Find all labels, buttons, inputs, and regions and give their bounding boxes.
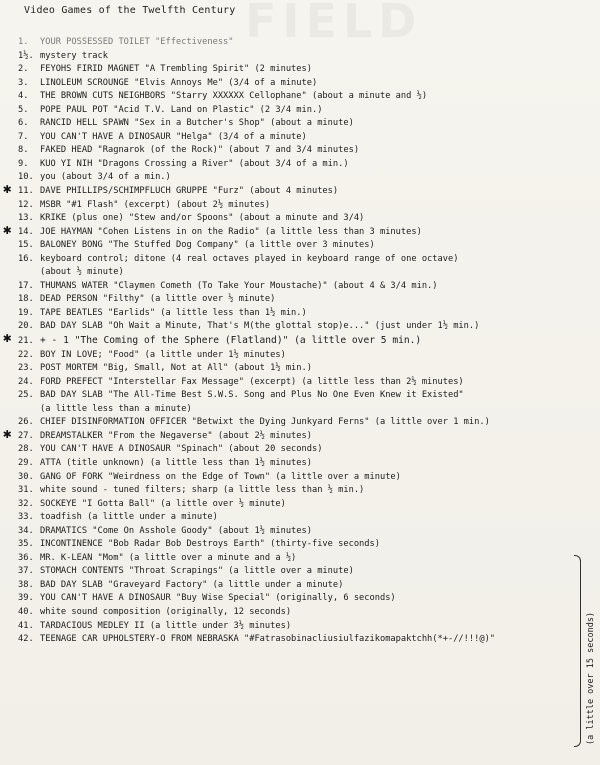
track-number: 42.	[18, 634, 34, 645]
track-number: 41.	[18, 620, 34, 631]
track-item	[18, 471, 583, 485]
track-item	[18, 171, 583, 185]
track-item	[18, 320, 583, 334]
track-number: 39.	[18, 593, 34, 604]
track-item	[18, 293, 583, 307]
track-number: 27.	[18, 430, 34, 441]
track-list	[3, 36, 583, 647]
track-number: 19.	[18, 307, 34, 318]
track-text: MR. K-LEAN "Mom" (a little over a minute and a ½)	[40, 552, 297, 563]
track-text: POST MORTEM "Big, Small, Not at All" (about 1½ min.)	[40, 363, 312, 374]
track-text: DREAMSTALKER "From the Negaverse" (about 2½ minutes)	[40, 430, 312, 441]
track-item	[18, 144, 583, 158]
track-number: 6.	[18, 118, 29, 129]
track-item	[18, 389, 583, 403]
track-item	[18, 349, 583, 363]
track-number: 37.	[18, 566, 34, 577]
track-number: 28.	[18, 444, 34, 455]
track-item	[18, 552, 583, 566]
track-text: DEAD PERSON "Filthy" (a little over ½ minute)	[40, 294, 276, 305]
track-number: 3.	[18, 77, 29, 88]
track-text: BAD DAY SLAB "Graveyard Factory" (a little under a minute)	[40, 579, 344, 590]
track-text: POPE PAUL POT "Acid T.V. Land on Plastic" (2 3/4 min.)	[40, 104, 323, 115]
track-item	[18, 376, 583, 390]
track-item	[18, 117, 583, 131]
track-text: mystery track	[40, 50, 108, 61]
track-item	[18, 484, 583, 498]
track-item	[18, 511, 583, 525]
track-number: 8.	[18, 145, 29, 156]
track-number: 20.	[18, 321, 34, 332]
track-number: 7.	[18, 131, 29, 142]
track-item	[18, 362, 583, 376]
track-item	[18, 104, 583, 118]
track-item	[18, 199, 583, 213]
track-item	[18, 443, 583, 457]
track-item	[18, 131, 583, 145]
track-number: 1.	[18, 37, 29, 47]
track-number: 29.	[18, 457, 34, 468]
track-text: TAPE BEATLES "Earlids" (a little less than 1½ min.)	[40, 307, 307, 318]
track-number: 30.	[18, 471, 34, 482]
track-number: 14.	[18, 226, 34, 237]
asterisk-mark-icon: ✱	[3, 181, 12, 198]
track-number: 15.	[18, 240, 34, 251]
track-item	[18, 592, 583, 606]
track-text: you (about 3/4 of a min.)	[40, 172, 171, 183]
track-item	[18, 307, 583, 321]
track-text: CHIEF DISINFORMATION OFFICER "Betwixt the Dying Junkyard Ferns" (a little over 1 min.)	[40, 417, 490, 428]
track-continuation: (about ½ minute)	[40, 267, 124, 278]
track-item	[3, 425, 583, 444]
track-number: 33.	[18, 512, 34, 523]
track-number: 1½.	[18, 50, 34, 61]
document-title: Video Games of the Twelfth Century	[24, 5, 236, 16]
track-item	[18, 158, 583, 172]
track-text: MSBR "#1 Flash" (excerpt) (about 2½ minutes)	[40, 199, 271, 210]
track-item	[18, 239, 583, 253]
track-number: 40.	[18, 606, 34, 617]
track-item	[18, 620, 583, 634]
track-text: SOCKEYE "I Gotta Ball" (a little over ½ minute)	[40, 498, 286, 509]
track-text: + - 1 "The Coming of the Sphere (Flatland)" (a little over 5 min.)	[40, 335, 422, 347]
track-number: 2.	[18, 64, 29, 75]
track-text: TARDACIOUS MEDLEY II (a little under 3½ minutes)	[40, 620, 292, 631]
track-number: 38.	[18, 579, 34, 590]
track-item	[18, 525, 583, 539]
track-text: toadfish (a little under a minute)	[40, 512, 218, 523]
track-text: THUMANS WATER "Claymen Cometh (To Take Your Moustache)" (about 4 & 3/4 min.)	[40, 280, 438, 291]
track-text: FEYOHS FIRID MAGNET "A Trembling Spirit" (2 minutes)	[40, 64, 312, 75]
track-text: BAD DAY SLAB "The All-Time Best S.W.S. Song and Plus No One Even Knew it Existed"	[40, 390, 464, 401]
track-number: 5.	[18, 104, 29, 115]
track-number: 22.	[18, 349, 34, 360]
track-number: 23.	[18, 363, 34, 374]
track-text: BOY IN LOVE; "Food" (a little under 1½ minutes)	[40, 349, 286, 360]
track-text: white sound composition (originally, 12 seconds)	[40, 606, 292, 617]
track-text: STOMACH CONTENTS "Throat Scrapings" (a little over a minute)	[40, 566, 354, 577]
track-item	[18, 633, 583, 647]
track-text: BAD DAY SLAB "Oh Wait a Minute, That's M(the glottal stop)e..." (just under 1½ min.)	[40, 321, 480, 332]
track-item	[18, 579, 583, 593]
track-number: 18.	[18, 294, 34, 305]
track-item	[18, 63, 583, 77]
track-text: KUO YI NIH "Dragons Crossing a River" (about 3/4 of a min.)	[40, 158, 349, 169]
track-item	[18, 36, 583, 50]
track-number: 4.	[18, 91, 29, 102]
track-text: INCONTINENCE "Bob Radar Bob Destroys Earth" (thirty-five seconds)	[40, 539, 380, 550]
track-text: JOE HAYMAN "Cohen Listens in on the Radio" (a little less than 3 minutes)	[40, 226, 422, 237]
track-item	[18, 212, 583, 226]
track-number: 13.	[18, 213, 34, 224]
track-text: GANG OF FORK "Weirdness on the Edge of Town" (a little over a minute)	[40, 471, 401, 482]
track-item	[3, 221, 583, 240]
track-item	[3, 330, 583, 349]
track-text: DRAMATICS "Come On Asshole Goody" (about 1½ minutes)	[40, 525, 312, 536]
track-number: 17.	[18, 280, 34, 291]
track-item	[18, 253, 583, 267]
track-item	[18, 565, 583, 579]
track-number: 16.	[18, 253, 34, 264]
track-text: KRIKE (plus one) "Stew and/or Spoons" (about a minute and 3/4)	[40, 213, 365, 224]
track-number: 9.	[18, 158, 29, 169]
track-number: 21.	[18, 336, 34, 347]
track-number: 25.	[18, 390, 34, 401]
track-number: 34.	[18, 525, 34, 536]
track-number: 10.	[18, 172, 34, 183]
track-number: 35.	[18, 539, 34, 550]
track-text: FORD PREFECT "Interstellar Fax Message" (excerpt) (a little less than 2½ minutes)	[40, 376, 464, 387]
track-text: FAKED HEAD "Ragnarok (of the Rock)" (about 7 and 3/4 minutes)	[40, 145, 360, 156]
track-text: DAVE PHILLIPS/SCHIMPFLUCH GRUPPE "Furz" (about 4 minutes)	[40, 186, 339, 197]
track-text: keyboard control; ditone (4 real octaves played in keyboard range of one octave)	[40, 253, 459, 264]
track-text: LINOLEUM SCROUNGE "Elvis Annoys Me" (3/4 of a minute)	[40, 77, 318, 88]
track-number: 11.	[18, 186, 34, 197]
track-text: ATTA (title unknown) (a little less than 1½ minutes)	[40, 457, 312, 468]
track-text: YOU CAN'T HAVE A DINOSAUR "Helga" (3/4 of a minute)	[40, 131, 307, 142]
track-continuation: (a little less than a minute)	[40, 403, 192, 414]
track-item	[18, 498, 583, 512]
track-item	[18, 538, 583, 552]
track-number: 24.	[18, 376, 34, 387]
track-item	[18, 77, 583, 91]
track-item	[18, 606, 583, 620]
track-text: white sound - tuned filters; sharp (a little less than ½ min.)	[40, 485, 365, 496]
margin-note: (a little over 15 seconds)	[586, 611, 596, 745]
track-item	[3, 181, 583, 199]
track-number: 26.	[18, 417, 34, 428]
track-item	[18, 90, 583, 104]
track-item	[18, 457, 583, 471]
asterisk-mark-icon: ✱	[3, 425, 12, 442]
track-text: THE BROWN CUTS NEIGHBORS "Starry XXXXXX Cellophane" (about a minute and ½)	[40, 91, 428, 102]
asterisk-mark-icon: ✱	[3, 221, 12, 238]
track-item	[18, 416, 583, 430]
track-text: YOUR POSSESSED TOILET "Effectiveness"	[40, 37, 234, 47]
track-number: 12.	[18, 199, 34, 210]
track-text: RANCID HELL SPAWN "Sex in a Butcher's Shop" (about a minute)	[40, 118, 354, 129]
asterisk-mark-icon: ✱	[3, 330, 12, 347]
track-number: 36.	[18, 552, 34, 563]
track-number: 31.	[18, 485, 34, 496]
track-text: YOU CAN'T HAVE A DINOSAUR "Spinach" (about 20 seconds)	[40, 444, 323, 455]
track-text: BALONEY BONG "The Stuffed Dog Company" (a little over 3 minutes)	[40, 240, 375, 251]
track-item	[18, 280, 583, 294]
track-number: 32.	[18, 498, 34, 509]
track-text: YOU CAN'T HAVE A DINOSAUR "Buy Wise Special" (originally, 6 seconds)	[40, 593, 396, 604]
margin-bracket	[574, 555, 581, 747]
track-text: TEENAGE CAR UPHOLSTERY-O FROM NEBRASKA "#Fatrasobinacliusiulfazikomapaktchh(*+-//!!!@)"	[40, 634, 496, 645]
track-item	[18, 50, 583, 64]
